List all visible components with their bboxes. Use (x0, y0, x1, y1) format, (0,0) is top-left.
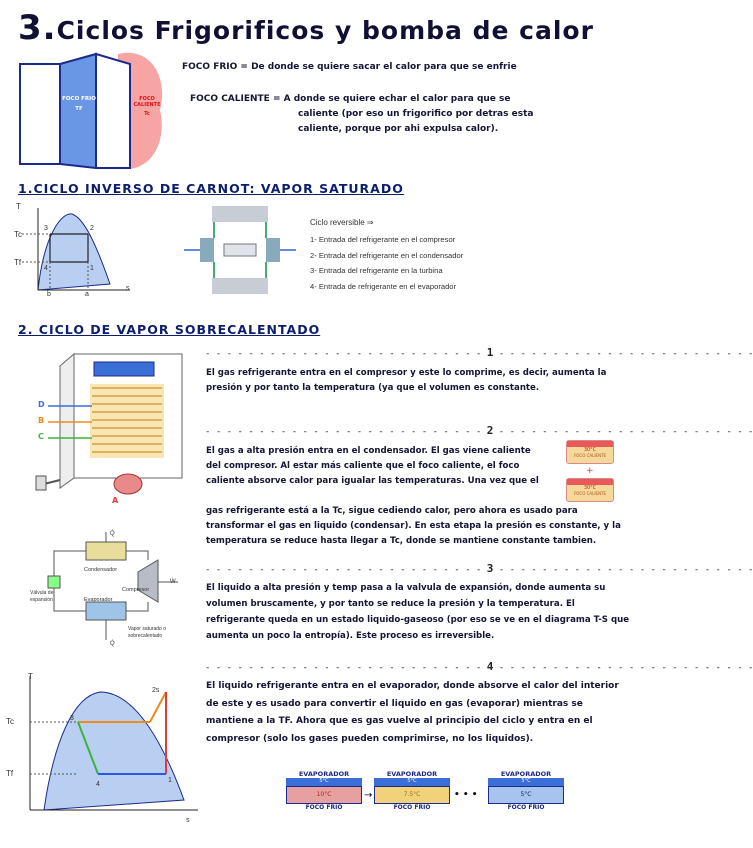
carnot-t: T (16, 202, 21, 211)
carnot-b: b (47, 291, 51, 298)
carnot-p3: 3 (44, 225, 48, 232)
schem-evaporador: Evaporador (84, 597, 113, 603)
fridge-label-b: B (38, 416, 45, 425)
divider-3: - - - - - - - - - - - - - - - - - - - - - - - - - - 3 - - - - - - - - - - - - - - - - - - - - - - - - (205, 562, 753, 575)
ts-t: T (28, 672, 33, 681)
step3-text: El liquido a alta presión y temp pasa a la valvula de expansión, donde aumenta su volumen bruscamente, y por tanto se reduce la presión y la temperatura. El refrigerante queda en un estado liquido-gaseoso (por eso se ve en el diagrama T-S que aumenta un poco la entropía). Este proceso es irreversible. (206, 583, 630, 641)
schem-w: Ẇ (170, 579, 176, 585)
carnot-tc: Tc (14, 230, 22, 239)
evap-dots: • • • (454, 790, 478, 800)
cycle-step: 2- Entrada del refrigerante en el condensador (310, 250, 464, 260)
cycle-step: 1- Entrada del refrigerante en el compresor (310, 235, 456, 244)
fridge-illustration (34, 348, 194, 503)
schem-valvula: Válvula de expansión (30, 590, 54, 603)
foco-frio-label: FOCO FRIO TF (62, 96, 96, 112)
def-frio: FOCO FRIO = De donde se quiere sacar el calor para que se enfrie (182, 62, 517, 72)
step4-text: El liquido refrigerante entra en el evaporador, donde absorve el calor del interior de este y es usado para convertir el liquido en gas (evaporar) mientras se mantiene a la TF. Ahora que es gas vuelve al principio del ciclo y entra en el compresor (solo los gases pueden comprimirse, no los liquidos). (206, 681, 619, 744)
cycle-step: 3- Entrada del refrigerante en la turbina (310, 266, 443, 275)
evap-arrow-1: → (364, 790, 373, 801)
ts-p3: 3 (70, 715, 74, 722)
evap-box-1: EVAPORADOR 5°C 10°C FOCO FRIO (286, 770, 362, 822)
page-title (18, 8, 594, 48)
carnot-p1: 1 (90, 265, 94, 272)
divider-2: - - - - - - - - - - - - - - - - - - - - - - - - - - 2 - - - - - - - - - - - - - - - - - - - - - - - - (205, 424, 753, 437)
carnot-schematic (180, 204, 300, 296)
carnot-s: s (126, 285, 130, 292)
fridge-label-a: A (112, 496, 119, 505)
carnot-p4: 4 (44, 265, 48, 272)
def-caliente: FOCO CALIENTE = A donde se quiere echar el calor para que se caliente (por eso un frigorifico por detras esta caliente, porque por ahi expulsa calor). (190, 94, 534, 134)
fridge-label-c: C (38, 432, 44, 441)
step2-text: El gas a alta presión entra en el condensador. El gas viene caliente del compresor. Al estar más caliente que el foco caliente, el foco caliente absorve calor para igualar las temperaturas. Una vez que el (206, 446, 539, 486)
ts-tc: Tc (6, 717, 14, 726)
section2-heading: 2. CICLO DE VAPOR SOBRECALENTADO (18, 322, 321, 337)
foco-caliente-label: FOCO CALIENTE Tc (133, 96, 161, 117)
schem-condensador: Condensador (84, 567, 118, 573)
carnot-p2: 2 (90, 225, 94, 232)
schem-q-in: Q̇ (110, 641, 115, 647)
cycle-steps (310, 232, 463, 294)
title-number: 3. (18, 8, 57, 48)
ts-p1: 1 (168, 777, 172, 784)
ts-tf: Tf (6, 769, 14, 778)
divider-4: - - - - - - - - - - - - - - - - - - - - - - - - - - 4 - - - - - - - - - - - - - - - - - - - - - - - - (205, 660, 753, 673)
step2-text-cont: gas refrigerante está a la Tc, sigue cediendo calor, pero ahora es usado para transformar el gas en liquido (condensar). En esta etapa la presión es constante, y la temperatura se reduce hasta llegar a Tc, donde se mantiene constante tambien. (206, 506, 621, 546)
divider-1: - - - - - - - - - - - - - - - - - - - - - - - - - - 1 - - - - - - - - - - - - - - - - - - - - - - - - (205, 346, 753, 359)
carnot-tf: Tf (14, 258, 22, 267)
condenser-mini-2: 30°C FOCO CALIENTE (566, 478, 614, 502)
carnot-a: a (85, 291, 89, 298)
cycle-label: Ciclo reversible ⇒ (310, 218, 374, 227)
cycle-step: 4- Entrada de refrigerante en el evaporador (310, 281, 457, 291)
condenser-mini-arrow: + (586, 466, 594, 476)
title-text: Ciclos Frigorificos y bomba de calor (56, 16, 594, 45)
schem-vapor: Vapor saturado o sobrecalentado (128, 626, 166, 639)
carnot-ts-diagram (14, 204, 134, 300)
schem-compresor: Compresor (122, 587, 150, 593)
condenser-mini-1: 30°C FOCO CALIENTE (566, 440, 614, 464)
fridge-label-d: D (38, 400, 45, 409)
section1-heading: 1.CICLO INVERSO DE CARNOT: VAPOR SATURADO (18, 181, 404, 196)
step1-text: El gas refrigerante entra en el compresor y este lo comprime, es decir, aumenta la presión y por tanto la temperatura (ya que el volumen es constante. (206, 368, 607, 393)
ts-s: s (186, 817, 190, 824)
ts-p2: 2s (152, 687, 160, 694)
evap-box-3: EVAPORADOR 5°C 5°C FOCO FRIO (488, 770, 564, 822)
schem-q-out: Q̇ (110, 531, 115, 537)
evap-box-2: EVAPORADOR 5°C 7.5°C FOCO FRIO (374, 770, 450, 822)
ts-p4: 4 (96, 781, 100, 788)
superheat-ts-diagram (14, 670, 200, 822)
